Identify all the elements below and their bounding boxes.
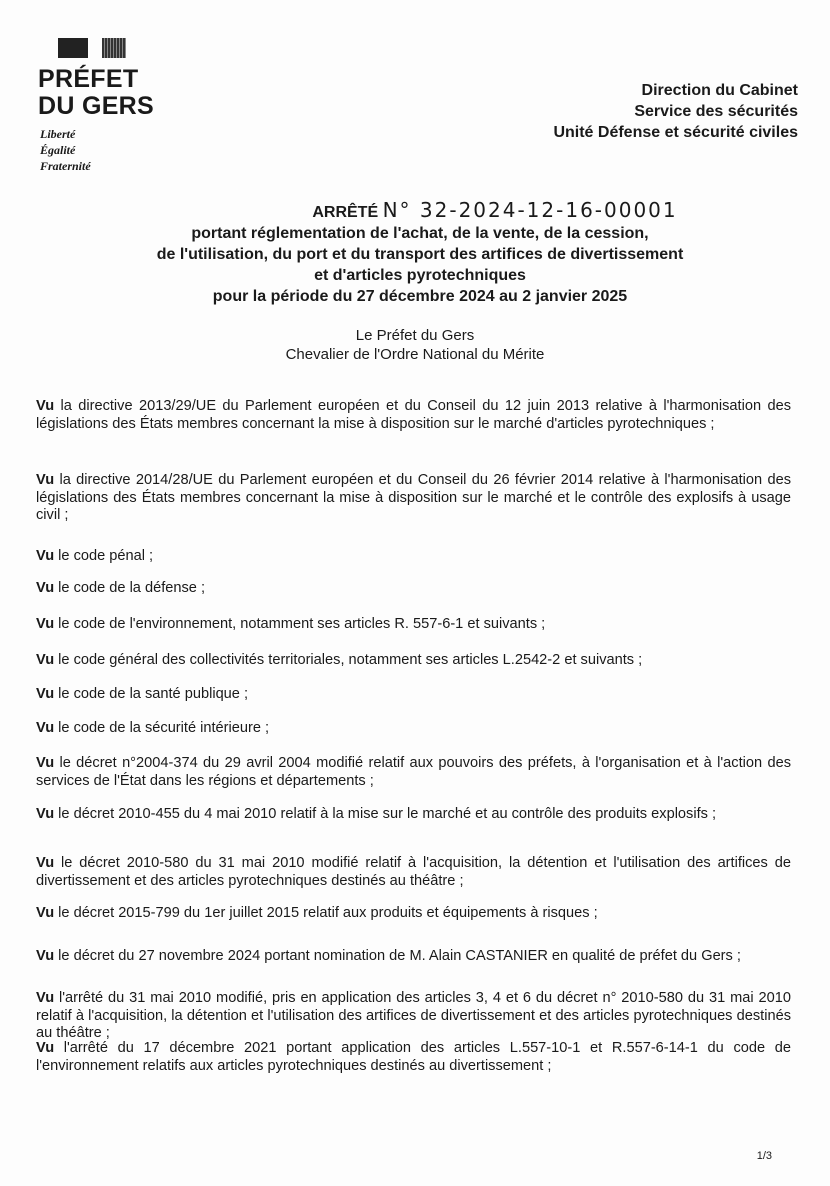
vu-prefix: Vu [36,990,55,1006]
vu-prefix: Vu [36,806,55,822]
vu-prefix: Vu [36,1040,55,1056]
visa-text: le décret 2015-799 du 1er juillet 2015 relatif aux produits et équipements à risques ; [54,905,598,921]
visa-text: le décret 2010-455 du 4 mai 2010 relatif à la mise sur le marché et au contrôle des produits explosifs ; [54,806,717,822]
arrete-label: ARRÊTÉ [312,204,379,221]
page-number: 1/3 [756,1150,772,1162]
visa-paragraph [36,806,791,824]
visa-text: le décret 2010-580 du 31 mai 2010 modifié relatif à l'acquisition, la détention et l'utilisation des artifices de divertissement et des articles pyrotechniques destinés au théâtre ; [36,855,791,889]
visa-paragraph [36,472,791,525]
visa-text: le code général des collectivités territoriales, notamment ses articles L.2542-2 et suivants ; [54,652,643,668]
visa-text: l'arrêté du 17 décembre 2021 portant application des articles L.557-10-1 et R.557-6-14-1 du code de l'environnement relatifs aux articles pyrotechniques destinés au divertissement ; [36,1040,791,1074]
visa-paragraph [36,580,791,598]
vu-prefix: Vu [36,548,55,564]
visa-text: l'arrêté du 31 mai 2010 modifié, pris en application des articles 3, 4 et 6 du décret n° 2010-580 du 31 mai 2010 relatif à l'acquisition, la détention et l'utilisation des artifices de divertissement et des articles pyrotechniques destinés au théâtre ; [36,990,791,1041]
visa-text: la directive 2013/29/UE du Parlement européen et du Conseil du 12 juin 2013 relative à l'harmonisation des législations des États membres concernant la mise à disposition sur le marché d'articles pyrotechniques ; [36,398,791,432]
visa-paragraph [36,990,791,1043]
visa-paragraph [36,686,791,704]
vu-prefix: Vu [36,580,55,596]
visa-paragraph [36,905,791,923]
visa-paragraph [36,948,791,966]
vu-prefix: Vu [36,616,55,632]
vu-prefix: Vu [36,948,55,964]
issuing-service: Direction du Cabinet Service des sécurités Unité Défense et sécurité civiles [553,82,798,141]
vu-prefix: Vu [36,652,55,668]
visa-text: le code de la défense ; [54,580,206,596]
visa-paragraph [36,755,791,790]
visa-paragraph [36,652,791,670]
visa-text: le code de la sécurité intérieure ; [54,720,270,736]
vu-prefix: Vu [36,755,55,771]
republic-motto: Liberté Égalité Fraternité [40,127,91,173]
prefecture-name: PRÉFET DU GERS [38,65,155,120]
arrete-number: N° 32-2024-12-16-00001 [382,198,678,222]
vu-prefix: Vu [36,686,55,702]
visa-text: le code de la santé publique ; [54,686,249,702]
visa-paragraph [36,616,791,634]
prefect-title: Le Préfet du Gers Chevalier de l'Ordre National du Mérite [285,327,545,363]
vu-prefix: Vu [36,720,55,736]
visa-paragraph [36,398,791,433]
vu-prefix: Vu [36,905,55,921]
marianne-logo [58,38,128,58]
vu-prefix: Vu [36,398,55,414]
visa-text: le code de l'environnement, notamment ses articles R. 557-6-1 et suivants ; [54,616,546,632]
visa-paragraph [36,548,791,566]
visa-text: le décret du 27 novembre 2024 portant nomination de M. Alain CASTANIER en qualité de préfet du Gers ; [54,948,741,964]
visa-paragraph [36,1040,791,1075]
visa-paragraph [36,855,791,890]
vu-prefix: Vu [36,472,55,488]
visa-text: le décret n°2004-374 du 29 avril 2004 modifié relatif aux pouvoirs des préfets, à l'organisation et à l'action des services de l'État dans les régions et départements ; [36,755,791,789]
visa-paragraph [36,720,791,738]
visa-text: le code pénal ; [54,548,154,564]
document-title: ARRÊTÉ N° 32-2024-12-16-00001 portant réglementation de l'achat, de la vente, de la cession, de l'utilisation, du port et du transport des artifices de divertissement et d'articles pyrotechniques pour la période du 27 décembre 2024 au 2 janvier 2025 [156,198,684,305]
visa-text: la directive 2014/28/UE du Parlement européen et du Conseil du 26 février 2014 relative à l'harmonisation des législations des États membres concernant la mise à disposition sur le marché et le contrôle des explosifs à usage civil ; [36,472,791,523]
vu-prefix: Vu [36,855,55,871]
